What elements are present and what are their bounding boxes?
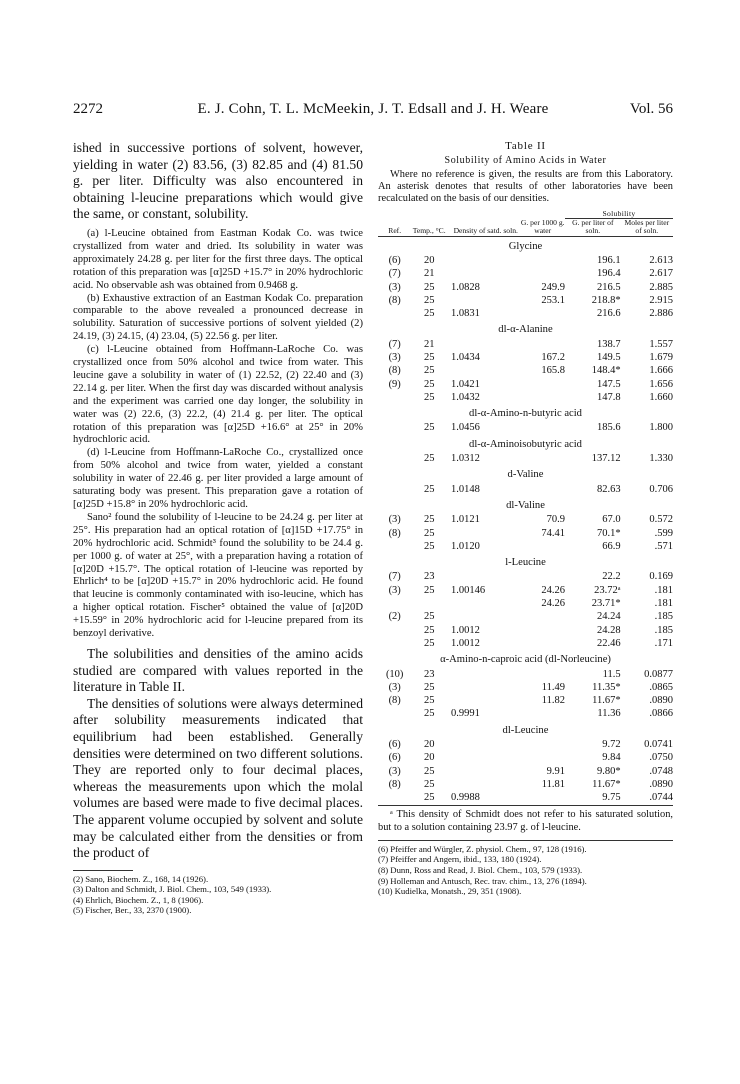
cell-moles: 1.656: [649, 378, 673, 390]
left-column: [73, 140, 363, 916]
cell-ref: (7): [388, 338, 401, 350]
table-row: [378, 452, 673, 465]
cell-temp: 25: [423, 453, 435, 465]
cell-ref: [378, 624, 411, 637]
header-g-per-1000g: G. per 1000 g. water: [520, 217, 565, 236]
cell-temp: 20: [423, 254, 435, 266]
cell-ref: (8): [388, 778, 401, 790]
cell-g-per-liter: 66.9: [602, 540, 621, 552]
cell-g-per-1000g: [520, 307, 565, 320]
cell-moles: .181: [654, 598, 673, 610]
body-paragraph-1: ished in successive portions of solvent, however, yielding in water (2) 83.56, (3) 82.85 and (4) 81.50 g. per liter. Difficulty was also encountered in obtaining l-leucine preparations which would give the same, or constant, solubility.: [73, 140, 363, 222]
cell-g-per-liter: 82.63: [597, 483, 621, 495]
cell-g-per-1000g: [520, 483, 565, 496]
cell-g-per-1000g: [520, 624, 565, 637]
cell-ref: [378, 391, 411, 404]
cell-g-per-1000g: [520, 791, 565, 804]
cell-g-per-liter: 185.6: [597, 422, 621, 434]
page-number: 2272: [73, 101, 103, 117]
footnote-item: (7) Pfeiffer and Angern, ibid., 133, 180 (1924).: [378, 854, 542, 865]
cell-ref: [378, 307, 411, 320]
cell-temp: 25: [423, 351, 435, 363]
cell-density: 0.9991: [451, 708, 480, 720]
table-footnote: ᵃ This density of Schmidt does not refer to his saturated solution, but to a solution containing 23.97 g. of l-leucine.: [378, 809, 673, 833]
table-row: [378, 513, 673, 526]
cell-g-per-liter: 149.5: [597, 351, 621, 363]
group-name: dl-α-Alanine: [498, 324, 553, 336]
cell-g-per-liter: 196.1: [597, 254, 621, 266]
cell-g-per-1000g: 24.26: [541, 584, 565, 596]
table-row: [378, 483, 673, 496]
cell-g-per-1000g: [520, 421, 565, 434]
group-name: d-Valine: [507, 469, 544, 481]
cell-g-per-1000g: [520, 668, 565, 681]
cell-temp: 25: [423, 514, 435, 526]
table-row: [378, 778, 673, 791]
cell-moles: .181: [654, 584, 673, 596]
cell-g-per-liter: 70.1*: [597, 527, 621, 539]
header-ref: Ref.: [388, 226, 402, 236]
cell-g-per-liter: 22.2: [602, 571, 621, 583]
cell-temp: 25: [423, 391, 435, 403]
table-title: Table II: [505, 140, 546, 152]
cell-temp: 25: [423, 765, 435, 777]
cell-temp: 25: [423, 540, 435, 552]
right-footnote-rule: [378, 840, 673, 841]
cell-density: [447, 570, 520, 583]
cell-density: 0.9988: [451, 792, 480, 804]
cell-g-per-liter: 9.75: [602, 792, 621, 804]
table-row: [378, 751, 673, 764]
cell-g-per-liter: 216.6: [597, 308, 621, 320]
cell-density: [447, 597, 520, 610]
group-name: dl-Leucine: [502, 724, 549, 736]
table-row: [378, 637, 673, 650]
table-row: [378, 624, 673, 637]
note-c: (c) l-Leucine obtained from Hoffmann-LaRoche Co. was crystallized once from 50% alcohol and twice from water. This leucine gave a solubility in water of (1) 22.52, (2) 22.40 and (3) 22.14 g. per liter. When the first day was discarded without analysis and the experiment was carried one day longer, the solubility in water was (2) 22.6, (3) 22.2, (4) 21.4 g. per liter. The optical rotation of this preparation was [α]25D +16.6° at 25° in 20% hydrochloric acid.: [73, 344, 363, 446]
cell-density: 1.0421: [451, 378, 480, 390]
cell-g-per-1000g: [520, 267, 565, 280]
cell-moles: .0890: [649, 778, 673, 790]
note-a: (a) l-Leucine obtained from Eastman Kodak Co. was twice crystallized from water and dried. Its solubility in water was approximately 24.28 g. per liter for the first three days. The optical rotation of this preparation was [α]25D +15.7° in 20% hydrochloric acid. No observable ash was obtained from 0.9468 g.: [73, 227, 363, 291]
body-paragraph-3: The densities of solutions were always determined after solubility measurements indicated that equilibrium had been established. Generally densities were determined on two different solutions. They are reported only to four decimal places, whereas the measurements upon which the molal volumes are based were made to five decimal places. The apparent volume occupied by solvent and solute may be calculated either from the densities or from the product of: [73, 695, 363, 861]
cell-ref: (10): [385, 668, 404, 680]
cell-g-per-1000g: 24.26: [541, 598, 565, 610]
table-row: [378, 765, 673, 778]
cell-g-per-liter: 22.46: [597, 637, 621, 649]
table-row: [378, 570, 673, 583]
cell-ref: (2): [388, 611, 401, 623]
table-row: [378, 351, 673, 364]
cell-g-per-1000g: 9.91: [546, 765, 565, 777]
cell-ref: [378, 791, 411, 804]
cell-moles: 2.613: [649, 254, 673, 266]
cell-moles: .0866: [649, 708, 673, 720]
group-row: [378, 237, 673, 254]
cell-ref: (8): [388, 294, 401, 306]
cell-g-per-liter: 137.12: [591, 453, 621, 465]
cell-ref: (3): [388, 584, 401, 596]
cell-g-per-liter: 67.0: [602, 514, 621, 526]
table-row: [378, 421, 673, 434]
cell-temp: 25: [423, 281, 435, 293]
cell-g-per-1000g: [520, 391, 565, 404]
cell-temp: 25: [423, 695, 435, 707]
cell-temp: 21: [423, 268, 435, 280]
cell-density: 1.0012: [451, 624, 480, 636]
cell-g-per-1000g: [520, 452, 565, 465]
cell-ref: [378, 421, 411, 434]
cell-g-per-liter: 147.8: [597, 391, 621, 403]
table-row: [378, 378, 673, 391]
group-row: [378, 320, 673, 337]
cell-moles: .185: [654, 611, 673, 623]
cell-g-per-1000g: [520, 378, 565, 391]
cell-temp: 20: [423, 752, 435, 764]
solubility-table: [378, 209, 673, 805]
volume-label: Vol. 56: [629, 101, 673, 117]
table-row: [378, 681, 673, 694]
cell-g-per-1000g: [520, 751, 565, 764]
cell-g-per-liter: 216.5: [597, 281, 621, 293]
cell-temp: [411, 597, 447, 610]
cell-ref: (6): [388, 752, 401, 764]
cell-g-per-liter: 24.24: [597, 611, 621, 623]
cell-temp: 25: [423, 378, 435, 390]
cell-density: 1.0831: [451, 308, 480, 320]
table-row: [378, 267, 673, 280]
cell-density: [447, 338, 520, 351]
solubility-header: Solubility: [565, 209, 673, 219]
cell-moles: .0865: [649, 681, 673, 693]
cell-density: [447, 527, 520, 540]
group-name: Glycine: [508, 240, 543, 252]
group-name: α-Amino-n-caproic acid (dl-Norleucine): [440, 654, 611, 666]
cell-g-per-1000g: 249.9: [541, 281, 565, 293]
cell-moles: 1.666: [649, 365, 673, 377]
group-row: [378, 496, 673, 513]
cell-moles: 1.800: [649, 422, 673, 434]
table-row: [378, 294, 673, 307]
group-name: dl-α-Amino-n-butyric acid: [469, 408, 582, 420]
cell-density: [447, 267, 520, 280]
footnote-item: (6) Pfeiffer and Würgler, Z. physiol. Chem., 97, 128 (1916).: [378, 843, 587, 854]
cell-g-per-liter: 11.35*: [592, 681, 621, 693]
cell-g-per-liter: 9.84: [602, 752, 621, 764]
left-footnotes: [73, 874, 363, 916]
header-g-per-liter: G. per liter of soln.: [572, 217, 614, 236]
cell-g-per-liter: 218.8*: [591, 294, 621, 306]
cell-density: 1.0012: [451, 637, 480, 649]
table-subtitle: Solubility of Amino Acids in Water: [444, 155, 607, 166]
table-row: [378, 668, 673, 681]
footnote-item: (8) Dunn, Ross and Read, J. Biol. Chem., 103, 579 (1933).: [378, 865, 583, 876]
cell-g-per-1000g: 167.2: [541, 351, 565, 363]
cell-density: 1.0120: [451, 540, 480, 552]
cell-g-per-1000g: 70.9: [546, 514, 565, 526]
table-bottom-rule: [378, 805, 673, 806]
cell-ref: (8): [388, 365, 401, 377]
cell-g-per-liter: 23.71*: [591, 598, 621, 610]
cell-g-per-liter: 138.7: [597, 338, 621, 350]
cell-temp: 25: [423, 584, 435, 596]
table-row: [378, 738, 673, 751]
cell-ref: (9): [388, 378, 401, 390]
cell-g-per-1000g: [520, 707, 565, 720]
cell-temp: 25: [423, 365, 435, 377]
cell-temp: 25: [423, 611, 435, 623]
cell-density: [447, 778, 520, 791]
table-row: [378, 707, 673, 720]
cell-g-per-liter: 147.5: [597, 378, 621, 390]
cell-moles: 0.0877: [644, 668, 673, 680]
cell-g-per-liter: 148.4*: [591, 365, 621, 377]
cell-g-per-liter: 9.72: [602, 739, 621, 750]
cell-ref: (3): [388, 765, 401, 777]
cell-ref: (8): [388, 527, 401, 539]
cell-ref: (3): [388, 351, 401, 363]
group-name: l-Leucine: [505, 557, 546, 569]
cell-moles: 1.557: [649, 338, 673, 350]
header-density: Density of satd. soln.: [453, 226, 518, 236]
footnote-rule: [73, 870, 133, 871]
cell-g-per-1000g: 11.49: [541, 681, 565, 693]
cell-temp: 25: [423, 624, 435, 636]
cell-moles: 0.572: [649, 514, 673, 526]
group-row: [378, 404, 673, 421]
cell-moles: .571: [654, 540, 673, 552]
cell-moles: 1.660: [649, 391, 673, 403]
cell-moles: 1.679: [649, 351, 673, 363]
cell-moles: 2.886: [649, 308, 673, 320]
cell-g-per-1000g: [520, 570, 565, 583]
table-row: [378, 364, 673, 377]
table-row: [378, 527, 673, 540]
footnote-item: (4) Ehrlich, Biochem. Z., 1, 8 (1906).: [73, 894, 204, 905]
cell-temp: 25: [423, 483, 435, 495]
cell-g-per-1000g: 253.1: [541, 294, 565, 306]
cell-density: 1.0434: [451, 351, 480, 363]
table-row: [378, 254, 673, 267]
cell-ref: (6): [388, 739, 401, 750]
cell-moles: 2.617: [649, 268, 673, 280]
cell-ref: (8): [388, 695, 401, 707]
cell-temp: 23: [423, 571, 435, 583]
cell-density: [447, 610, 520, 623]
cell-temp: 25: [423, 308, 435, 320]
cell-ref: [378, 540, 411, 553]
cell-density: 1.0456: [451, 422, 480, 434]
footnote-item: (3) Dalton and Schmidt, J. Biol. Chem., 103, 549 (1933).: [73, 884, 272, 895]
cell-g-per-1000g: [520, 738, 565, 751]
group-row: [378, 553, 673, 570]
cell-ref: [378, 597, 411, 610]
cell-density: 1.0312: [451, 453, 480, 465]
cell-ref: [378, 452, 411, 465]
note-b: (b) Exhaustive extraction of an Eastman Kodak Co. preparation comparable to the above revealed a pronounced decrease in solubility. Saturation of successive portions of solvent yielded (2) 24.19, (3) 24.15, (4) 23.04, (5) 22.56 g. per liter.: [73, 292, 363, 343]
cell-moles: 0.706: [649, 483, 673, 495]
footnote-item: (2) Sano, Biochem. Z., 168, 14 (1926).: [73, 873, 209, 884]
table-row: [378, 391, 673, 404]
table-row: [378, 338, 673, 351]
table-row: [378, 584, 673, 597]
table-row: [378, 791, 673, 804]
cell-g-per-liter: 11.67*: [592, 695, 621, 707]
cell-moles: 1.330: [649, 453, 673, 465]
cell-ref: (7): [388, 268, 401, 280]
cell-g-per-liter: 11.67*: [592, 778, 621, 790]
table-row: [378, 597, 673, 610]
cell-g-per-liter: 24.28: [597, 624, 621, 636]
cell-temp: 25: [423, 637, 435, 649]
cell-g-per-liter: 196.4: [597, 268, 621, 280]
cell-density: [447, 738, 520, 751]
running-header: [73, 101, 673, 121]
cell-g-per-1000g: [520, 540, 565, 553]
table-row: [378, 694, 673, 707]
footnote-item: (10) Kudielka, Monatsh., 29, 351 (1908).: [378, 886, 522, 897]
group-row: [378, 650, 673, 667]
body-paragraph-2: The solubilities and densities of the amino acids studied are compared with values reported in the literature in Table II.: [73, 645, 363, 695]
cell-moles: 2.885: [649, 281, 673, 293]
cell-moles: 0.169: [649, 571, 673, 583]
cell-density: 1.0148: [451, 483, 480, 495]
group-name: dl-Valine: [506, 499, 545, 511]
running-authors: E. J. Cohn, T. L. McMeekin, J. T. Edsall and J. H. Weare: [197, 101, 549, 117]
note-literature: Sano² found the solubility of l-leucine to be 24.24 g. per liter at 25°. His preparation had an optical rotation of [α]15D +17.75° in 20% hydrochloric acid. Schmidt³ found the solubility to be 24.4 g. per 1000 g. of water at 25°, with a preparation having a rotation of [α]20D +15.7°. The optical rotation of l-leucine was reported by Ehrlich⁴ to be [α]20D +15.7° in 20% hydrochloric acid. He found that leucine is commonly contaminated with iso-leucine, which has a higher optical rotation. Fischer⁵ obtained the value of [α]20D +15.59° in 20% hydrochloric acid for l-leucine prepared from its benzoyl derivative.: [73, 511, 363, 640]
table-note: Where no reference is given, the results are from this Laboratory. An asterisk denotes that results of other laboratories have been recalculated on the basis of our densities.: [378, 169, 673, 205]
group-row: [378, 465, 673, 482]
table-row: [378, 307, 673, 320]
cell-ref: [378, 483, 411, 496]
cell-temp: 25: [423, 422, 435, 434]
cell-g-per-1000g: 11.81: [541, 778, 565, 790]
cell-ref: [378, 637, 411, 650]
group-row: [378, 721, 673, 738]
cell-density: 1.0432: [451, 391, 480, 403]
cell-density: [447, 694, 520, 707]
cell-g-per-1000g: [520, 610, 565, 623]
cell-g-per-liter: 11.36: [597, 708, 621, 720]
footnote-item: (5) Fischer, Ber., 33, 2370 (1900).: [73, 905, 192, 916]
cell-g-per-liter: 9.80*: [597, 765, 621, 777]
cell-ref: (6): [388, 254, 401, 266]
cell-temp: 21: [423, 338, 435, 350]
cell-temp: 25: [423, 527, 435, 539]
cell-g-per-1000g: [520, 637, 565, 650]
cell-g-per-1000g: 11.82: [541, 695, 565, 707]
cell-temp: 20: [423, 739, 435, 750]
table-row: [378, 540, 673, 553]
cell-temp: 25: [423, 778, 435, 790]
cell-density: [447, 751, 520, 764]
cell-ref: (3): [388, 514, 401, 526]
cell-density: [447, 254, 520, 267]
group-name: dl-α-Aminoisobutyric acid: [469, 438, 582, 450]
cell-g-per-1000g: 74.41: [541, 527, 565, 539]
cell-density: 1.0828: [451, 281, 480, 293]
cell-g-per-liter: 23.72ᵃ: [594, 584, 621, 596]
cell-moles: 0.0741: [644, 739, 673, 750]
cell-temp: 25: [423, 294, 435, 306]
cell-density: [447, 364, 520, 377]
right-column: [378, 140, 673, 897]
cell-density: [447, 294, 520, 307]
cell-moles: .0748: [649, 765, 673, 777]
cell-g-per-1000g: [520, 254, 565, 267]
cell-ref: (3): [388, 681, 401, 693]
cell-temp: 25: [423, 681, 435, 693]
cell-moles: .0890: [649, 695, 673, 707]
cell-moles: .171: [654, 637, 673, 649]
cell-density: 1.00146: [451, 584, 486, 596]
cell-ref: (7): [388, 571, 401, 583]
cell-g-per-1000g: 165.8: [541, 365, 565, 377]
header-moles-per-liter: Moles per liter of soln.: [624, 217, 670, 236]
cell-temp: 23: [423, 668, 435, 680]
cell-density: [447, 668, 520, 681]
note-d: (d) l-Leucine from Hoffmann-LaRoche Co., crystallized once from 50% alcohol and twice from water, yielded a constant solubility in water of 22.46 g. per liter provided a large amount of saturating body was present. This preparation gave a rotation of [α]25D +15.8° in 20% hydrochloric acid.: [73, 447, 363, 510]
table-body: [378, 237, 673, 805]
cell-temp: 25: [423, 792, 435, 804]
cell-temp: 25: [423, 708, 435, 720]
cell-density: [447, 765, 520, 778]
footnote-item: (9) Holleman and Antusch, Rec. trav. chim., 13, 276 (1894).: [378, 875, 587, 886]
header-temp: Temp., °C.: [412, 226, 446, 236]
right-footnotes: [378, 844, 673, 897]
table-row: [378, 281, 673, 294]
table-row: [378, 610, 673, 623]
cell-moles: .0750: [649, 752, 673, 764]
cell-moles: 2.915: [649, 294, 673, 306]
cell-moles: .185: [654, 624, 673, 636]
cell-density: 1.0121: [451, 514, 480, 526]
cell-ref: (3): [388, 281, 401, 293]
cell-moles: .0744: [649, 792, 673, 804]
cell-ref: [378, 707, 411, 720]
group-row: [378, 435, 673, 452]
cell-density: [447, 681, 520, 694]
cell-g-per-1000g: [520, 338, 565, 351]
cell-g-per-liter: 11.5: [602, 668, 621, 680]
cell-moles: .599: [654, 527, 673, 539]
